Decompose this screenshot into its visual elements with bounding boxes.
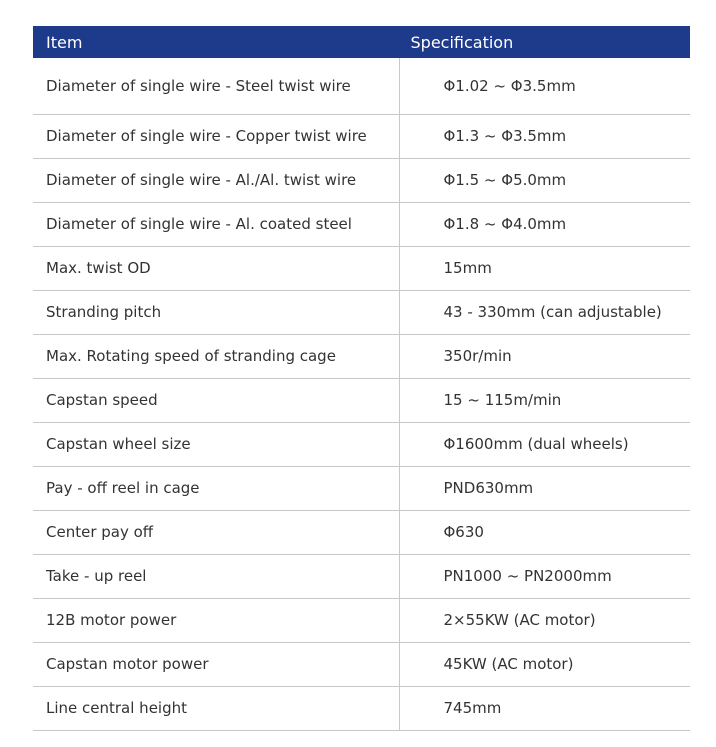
header-specification: Specification [399,26,690,58]
item-cell: Line central height [33,686,399,730]
table-header-row [33,26,690,58]
table-row [33,466,690,510]
item-cell: Capstan motor power [33,642,399,686]
table-row [33,510,690,554]
item-cell: Max. twist OD [33,246,399,290]
table-row [33,642,690,686]
item-cell: Diameter of single wire - Steel twist wire [33,58,399,114]
table-row [33,290,690,334]
table-row [33,158,690,202]
spec-cell: PN1000 ~ PN2000mm [399,554,690,598]
item-cell: 12B motor power [33,598,399,642]
item-cell: Max. Rotating speed of stranding cage [33,334,399,378]
item-cell: Stranding pitch [33,290,399,334]
item-cell: Pay - off reel in cage [33,466,399,510]
item-cell: Take - up reel [33,554,399,598]
item-cell: Capstan speed [33,378,399,422]
spec-cell: 45KW (AC motor) [399,642,690,686]
table-row [33,554,690,598]
table-row [33,334,690,378]
item-cell: Capstan wheel size [33,422,399,466]
spec-cell: Φ1.02 ~ Φ3.5mm [399,58,690,114]
table-row [33,686,690,730]
spec-cell: 43 - 330mm (can adjustable) [399,290,690,334]
spec-cell: Φ1600mm (dual wheels) [399,422,690,466]
table-row [33,202,690,246]
table-body [33,58,690,730]
header-item: Item [33,26,399,58]
spec-table [33,26,690,731]
table-row [33,422,690,466]
spec-cell: Φ630 [399,510,690,554]
item-cell: Diameter of single wire - Al. coated steel [33,202,399,246]
spec-cell: 350r/min [399,334,690,378]
item-cell: Center pay off [33,510,399,554]
spec-cell: PND630mm [399,466,690,510]
spec-cell: 745mm [399,686,690,730]
table-row [33,246,690,290]
spec-cell: 2×55KW (AC motor) [399,598,690,642]
item-cell: Diameter of single wire - Al./Al. twist wire [33,158,399,202]
table-row [33,58,690,114]
table-row [33,378,690,422]
spec-cell: 15 ~ 115m/min [399,378,690,422]
spec-cell: 15mm [399,246,690,290]
table-row [33,114,690,158]
spec-cell: Φ1.3 ~ Φ3.5mm [399,114,690,158]
spec-cell: Φ1.5 ~ Φ5.0mm [399,158,690,202]
table-row [33,598,690,642]
item-cell: Diameter of single wire - Copper twist wire [33,114,399,158]
spec-cell: Φ1.8 ~ Φ4.0mm [399,202,690,246]
